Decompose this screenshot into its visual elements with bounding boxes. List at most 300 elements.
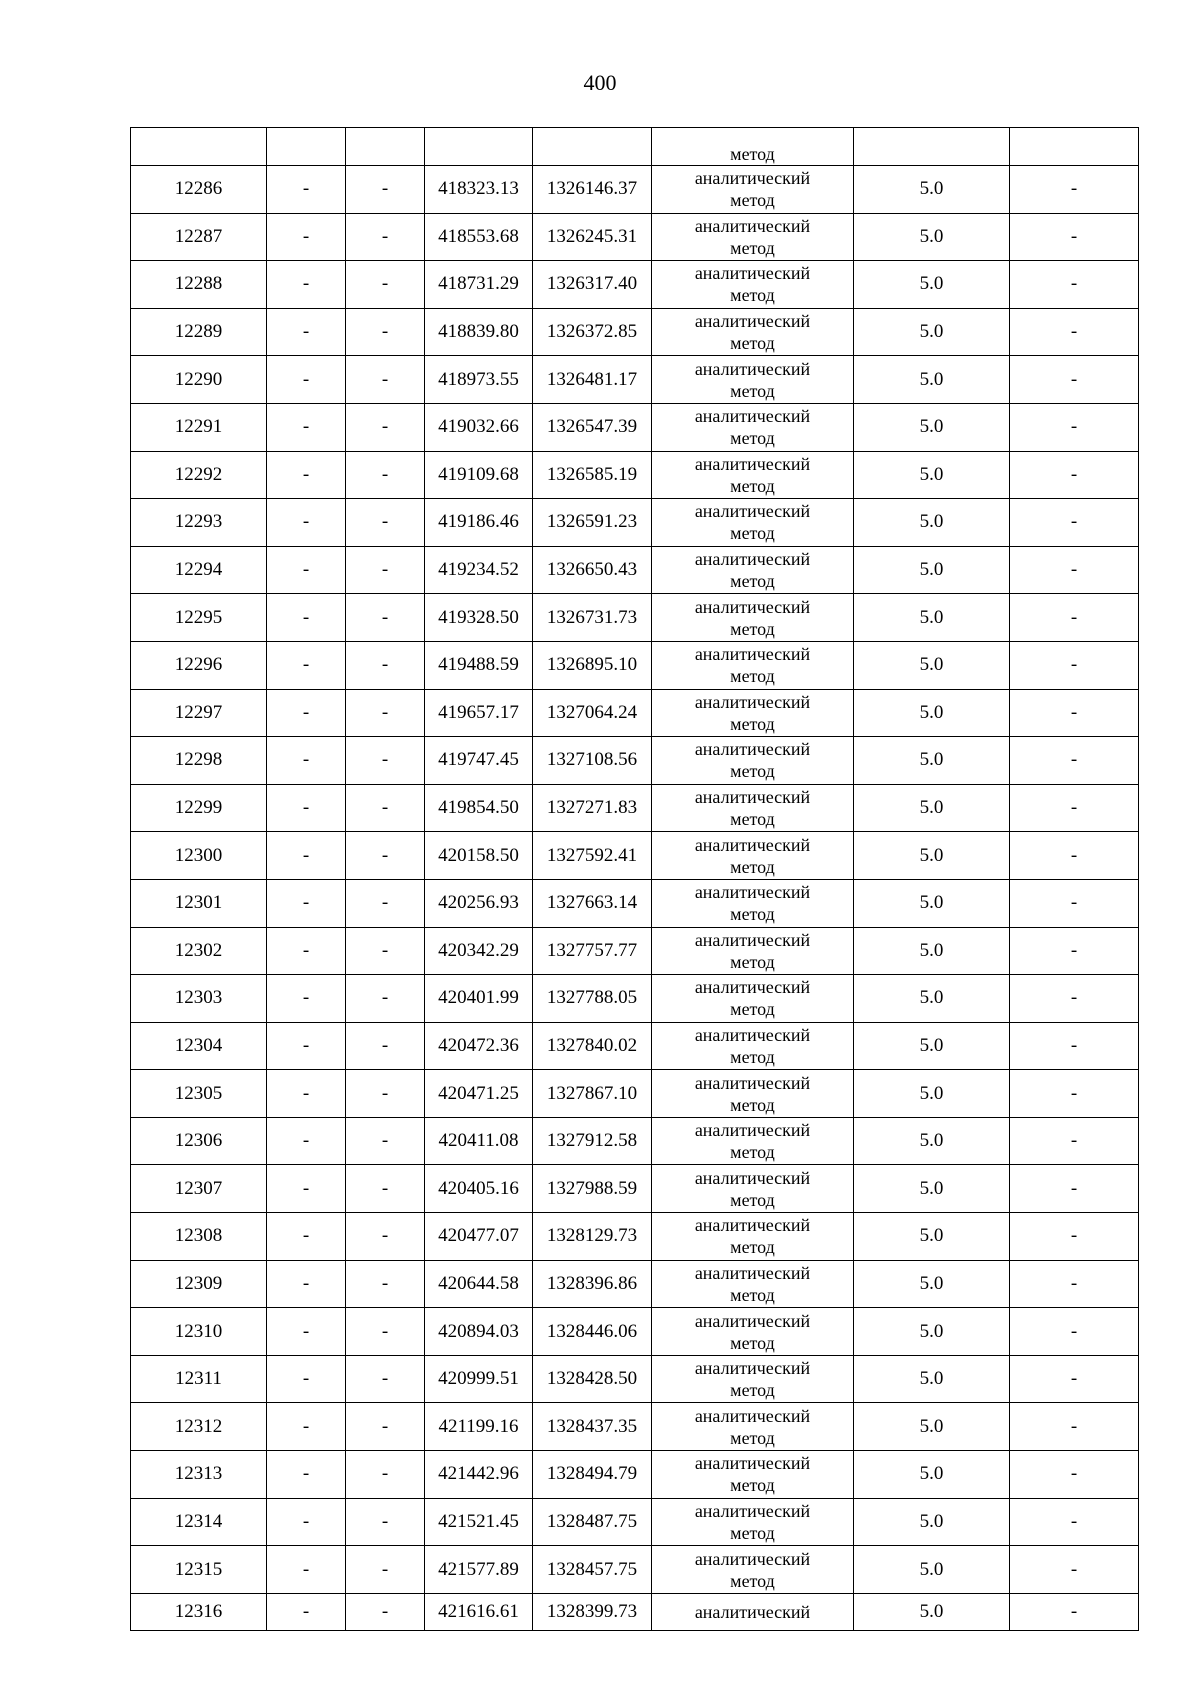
dash-cell: - (267, 784, 346, 832)
dash-cell: - (1010, 213, 1139, 261)
point-number-cell: 12310 (131, 1308, 267, 1356)
dash-cell: - (346, 499, 425, 547)
table-row (131, 261, 1139, 309)
accuracy-cell: 5.0 (854, 1355, 1010, 1403)
method-cell (652, 356, 854, 404)
table-row (131, 1498, 1139, 1546)
dash-cell: - (346, 1546, 425, 1594)
y-coordinate-cell: 1327064.24 (533, 689, 652, 737)
table-row (131, 737, 1139, 785)
method-line: аналитический (694, 453, 811, 474)
y-coordinate-cell: 1326585.19 (533, 451, 652, 499)
y-coordinate-cell: 1326317.40 (533, 261, 652, 309)
point-number-cell: 12299 (131, 784, 267, 832)
x-coordinate-cell: 420401.99 (425, 975, 533, 1023)
dash-cell: - (267, 166, 346, 214)
method-line: аналитический (694, 549, 811, 570)
point-number-cell: 12295 (131, 594, 267, 642)
method-cell (652, 1213, 854, 1261)
point-number-cell: 12298 (131, 737, 267, 785)
x-coordinate-cell: 419657.17 (425, 689, 533, 737)
method-line: аналитический (694, 311, 811, 332)
table-row (131, 641, 1139, 689)
dash-cell: - (346, 451, 425, 499)
table-body (131, 128, 1139, 1631)
empty-cell (1010, 128, 1139, 166)
x-coordinate-cell: 419747.45 (425, 737, 533, 785)
dash-cell: - (1010, 1546, 1139, 1594)
point-number-cell: 12286 (131, 166, 267, 214)
dash-cell: - (346, 1165, 425, 1213)
dash-cell: - (267, 451, 346, 499)
accuracy-cell: 5.0 (854, 1070, 1010, 1118)
method-line: метод (730, 333, 775, 354)
method-line: аналитический (694, 882, 811, 903)
dash-cell: - (267, 975, 346, 1023)
method-line: аналитический (694, 168, 811, 189)
dash-cell: - (267, 213, 346, 261)
method-line: метод (730, 1237, 775, 1258)
empty-cell (533, 128, 652, 166)
dash-cell: - (1010, 1308, 1139, 1356)
point-number-cell: 12293 (131, 499, 267, 547)
dash-cell: - (267, 832, 346, 880)
method-line: метод (730, 1046, 775, 1067)
dash-cell: - (267, 1308, 346, 1356)
point-number-cell: 12302 (131, 927, 267, 975)
accuracy-cell: 5.0 (854, 594, 1010, 642)
table-row (131, 213, 1139, 261)
method-line: аналитический (694, 1310, 811, 1331)
empty-cell (346, 128, 425, 166)
method-cell (652, 1451, 854, 1499)
method-line: метод (730, 1570, 775, 1591)
dash-cell: - (1010, 737, 1139, 785)
point-number-cell: 12294 (131, 546, 267, 594)
x-coordinate-cell: 420158.50 (425, 832, 533, 880)
empty-cell (131, 128, 267, 166)
y-coordinate-cell: 1328437.35 (533, 1403, 652, 1451)
table-row (131, 1165, 1139, 1213)
point-number-cell: 12300 (131, 832, 267, 880)
method-cell (652, 1165, 854, 1213)
y-coordinate-cell: 1328428.50 (533, 1355, 652, 1403)
empty-cell (267, 128, 346, 166)
table-row (131, 1355, 1139, 1403)
dash-cell: - (346, 356, 425, 404)
x-coordinate-cell: 420477.07 (425, 1213, 533, 1261)
point-number-cell: 12307 (131, 1165, 267, 1213)
method-line: аналитический (694, 644, 811, 665)
x-coordinate-cell: 419328.50 (425, 594, 533, 642)
dash-cell: - (1010, 832, 1139, 880)
accuracy-cell: 5.0 (854, 166, 1010, 214)
y-coordinate-cell: 1327788.05 (533, 975, 652, 1023)
y-coordinate-cell: 1326650.43 (533, 546, 652, 594)
method-cell (652, 1546, 854, 1594)
y-coordinate-cell: 1328487.75 (533, 1498, 652, 1546)
empty-cell (854, 128, 1010, 166)
method-cell (652, 737, 854, 785)
method-line: аналитический (694, 215, 811, 236)
page-number: 400 (583, 70, 617, 95)
method-cell (652, 166, 854, 214)
dash-cell: - (1010, 1213, 1139, 1261)
dash-cell: - (267, 1546, 346, 1594)
dash-cell: - (346, 641, 425, 689)
empty-cell (425, 128, 533, 166)
accuracy-cell: 5.0 (854, 213, 1010, 261)
dash-cell: - (1010, 975, 1139, 1023)
point-number-cell: 12290 (131, 356, 267, 404)
y-coordinate-cell: 1328129.73 (533, 1213, 652, 1261)
table-row (131, 1308, 1139, 1356)
x-coordinate-cell: 418839.80 (425, 308, 533, 356)
y-coordinate-cell: 1328457.75 (533, 1546, 652, 1594)
x-coordinate-cell: 421577.89 (425, 1546, 533, 1594)
dash-cell: - (346, 1498, 425, 1546)
method-line: метод (730, 1427, 775, 1448)
dash-cell: - (1010, 784, 1139, 832)
method-cell (652, 784, 854, 832)
method-line: аналитический (694, 1215, 811, 1236)
method-line: метод (730, 713, 775, 734)
accuracy-cell: 5.0 (854, 784, 1010, 832)
method-cell (652, 1593, 854, 1630)
point-number-cell: 12309 (131, 1260, 267, 1308)
dash-cell: - (1010, 1498, 1139, 1546)
accuracy-cell: 5.0 (854, 451, 1010, 499)
method-cell (652, 261, 854, 309)
continuation-row (131, 128, 1139, 166)
y-coordinate-cell: 1327592.41 (533, 832, 652, 880)
point-number-cell: 12312 (131, 1403, 267, 1451)
dash-cell: - (1010, 1022, 1139, 1070)
table-row (131, 1213, 1139, 1261)
method-line: метод (730, 951, 775, 972)
accuracy-cell: 5.0 (854, 1165, 1010, 1213)
method-line: метод (730, 380, 775, 401)
method-line: метод (730, 1522, 775, 1543)
table-row (131, 784, 1139, 832)
method-line: аналитический (694, 358, 811, 379)
dash-cell: - (346, 403, 425, 451)
accuracy-cell: 5.0 (854, 1546, 1010, 1594)
table-row (131, 451, 1139, 499)
table-row (131, 308, 1139, 356)
dash-cell: - (346, 1593, 425, 1630)
method-line: метод (730, 856, 775, 877)
y-coordinate-cell: 1327867.10 (533, 1070, 652, 1118)
method-cell (652, 975, 854, 1023)
accuracy-cell: 5.0 (854, 1593, 1010, 1630)
point-number-cell: 12316 (131, 1593, 267, 1630)
x-coordinate-cell: 421442.96 (425, 1451, 533, 1499)
x-coordinate-cell: 420405.16 (425, 1165, 533, 1213)
dash-cell: - (1010, 166, 1139, 214)
y-coordinate-cell: 1326895.10 (533, 641, 652, 689)
y-coordinate-cell: 1326731.73 (533, 594, 652, 642)
accuracy-cell: 5.0 (854, 546, 1010, 594)
dash-cell: - (267, 879, 346, 927)
dash-cell: - (1010, 594, 1139, 642)
y-coordinate-cell: 1327840.02 (533, 1022, 652, 1070)
dash-cell: - (1010, 356, 1139, 404)
point-number-cell: 12292 (131, 451, 267, 499)
method-cell (652, 308, 854, 356)
method-line: аналитический (694, 1024, 811, 1045)
accuracy-cell: 5.0 (854, 832, 1010, 880)
table-row (131, 546, 1139, 594)
method-line: аналитический (694, 1358, 811, 1379)
x-coordinate-cell: 418973.55 (425, 356, 533, 404)
point-number-cell: 12291 (131, 403, 267, 451)
dash-cell: - (346, 213, 425, 261)
method-cell (652, 594, 854, 642)
method-cell (652, 927, 854, 975)
method-line: метод (730, 1189, 775, 1210)
table-row (131, 403, 1139, 451)
method-line: аналитический (694, 596, 811, 617)
dash-cell: - (267, 261, 346, 309)
method-cell (652, 1498, 854, 1546)
x-coordinate-cell: 419854.50 (425, 784, 533, 832)
dash-cell: - (267, 308, 346, 356)
method-cell (652, 1355, 854, 1403)
method-line: метод (730, 571, 775, 592)
x-coordinate-cell: 420999.51 (425, 1355, 533, 1403)
dash-cell: - (1010, 308, 1139, 356)
method-line: аналитический (694, 977, 811, 998)
x-coordinate-cell: 420644.58 (425, 1260, 533, 1308)
method-cell (652, 689, 854, 737)
accuracy-cell: 5.0 (854, 641, 1010, 689)
y-coordinate-cell: 1326245.31 (533, 213, 652, 261)
accuracy-cell: 5.0 (854, 308, 1010, 356)
method-cell (652, 128, 854, 166)
method-line: метод (730, 618, 775, 639)
x-coordinate-cell: 421616.61 (425, 1593, 533, 1630)
method-cell (652, 451, 854, 499)
y-coordinate-cell: 1327912.58 (533, 1117, 652, 1165)
table-row (131, 879, 1139, 927)
accuracy-cell: 5.0 (854, 689, 1010, 737)
x-coordinate-cell: 420894.03 (425, 1308, 533, 1356)
table-row (131, 1117, 1139, 1165)
y-coordinate-cell: 1328494.79 (533, 1451, 652, 1499)
method-line: аналитический (694, 787, 811, 808)
point-number-cell: 12287 (131, 213, 267, 261)
point-number-cell: 12296 (131, 641, 267, 689)
dash-cell: - (1010, 546, 1139, 594)
method-line: метод (730, 285, 775, 306)
dash-cell: - (1010, 1355, 1139, 1403)
dash-cell: - (1010, 1260, 1139, 1308)
dash-cell: - (267, 1403, 346, 1451)
accuracy-cell: 5.0 (854, 1308, 1010, 1356)
dash-cell: - (346, 261, 425, 309)
table-row (131, 1403, 1139, 1451)
method-line: метод (730, 761, 775, 782)
y-coordinate-cell: 1326591.23 (533, 499, 652, 547)
method-line: метод (730, 1284, 775, 1305)
dash-cell: - (1010, 927, 1139, 975)
accuracy-cell: 5.0 (854, 499, 1010, 547)
accuracy-cell: 5.0 (854, 1260, 1010, 1308)
method-line: метод (730, 190, 775, 211)
method-line: аналитический (694, 1167, 811, 1188)
method-cell (652, 1117, 854, 1165)
dash-cell: - (346, 308, 425, 356)
dash-cell: - (1010, 499, 1139, 547)
accuracy-cell: 5.0 (854, 356, 1010, 404)
dash-cell: - (1010, 641, 1139, 689)
accuracy-cell: 5.0 (854, 1213, 1010, 1261)
dash-cell: - (267, 546, 346, 594)
x-coordinate-cell: 418323.13 (425, 166, 533, 214)
dash-cell: - (267, 594, 346, 642)
method-cell (652, 1308, 854, 1356)
dash-cell: - (267, 1355, 346, 1403)
dash-cell: - (267, 641, 346, 689)
accuracy-cell: 5.0 (854, 403, 1010, 451)
method-cell (652, 546, 854, 594)
table-row (131, 594, 1139, 642)
x-coordinate-cell: 420342.29 (425, 927, 533, 975)
dash-cell: - (267, 499, 346, 547)
dash-cell: - (1010, 403, 1139, 451)
dash-cell: - (1010, 1070, 1139, 1118)
dash-cell: - (1010, 879, 1139, 927)
method-cell (652, 832, 854, 880)
method-cell (652, 499, 854, 547)
method-line: метод (730, 904, 775, 925)
dash-cell: - (346, 594, 425, 642)
dash-cell: - (1010, 1117, 1139, 1165)
dash-cell: - (346, 927, 425, 975)
dash-cell: - (346, 689, 425, 737)
x-coordinate-cell: 418553.68 (425, 213, 533, 261)
method-line: аналитический (694, 1548, 811, 1569)
x-coordinate-cell: 419234.52 (425, 546, 533, 594)
point-number-cell: 12305 (131, 1070, 267, 1118)
y-coordinate-cell: 1326146.37 (533, 166, 652, 214)
accuracy-cell: 5.0 (854, 879, 1010, 927)
method-cell (652, 1022, 854, 1070)
accuracy-cell: 5.0 (854, 1498, 1010, 1546)
table-row (131, 1546, 1139, 1594)
method-line: аналитический (694, 691, 811, 712)
method-line: метод (730, 1142, 775, 1163)
y-coordinate-cell: 1327108.56 (533, 737, 652, 785)
dash-cell: - (346, 975, 425, 1023)
x-coordinate-cell: 419109.68 (425, 451, 533, 499)
accuracy-cell: 5.0 (854, 261, 1010, 309)
point-number-cell: 12313 (131, 1451, 267, 1499)
x-coordinate-cell: 421199.16 (425, 1403, 533, 1451)
x-coordinate-cell: 421521.45 (425, 1498, 533, 1546)
method-line: аналитический (694, 1262, 811, 1283)
dash-cell: - (267, 1165, 346, 1213)
dash-cell: - (346, 1070, 425, 1118)
y-coordinate-cell: 1327757.77 (533, 927, 652, 975)
method-cell (652, 1070, 854, 1118)
dash-cell: - (1010, 1451, 1139, 1499)
dash-cell: - (1010, 261, 1139, 309)
y-coordinate-cell: 1326547.39 (533, 403, 652, 451)
method-line: аналитический (694, 501, 811, 522)
point-number-cell: 12301 (131, 879, 267, 927)
method-line: аналитический (694, 834, 811, 855)
y-coordinate-cell: 1328446.06 (533, 1308, 652, 1356)
method-line: метод (730, 1332, 775, 1353)
method-line: метод (730, 1380, 775, 1401)
table-row (131, 1022, 1139, 1070)
method-line: аналитический (694, 1120, 811, 1141)
x-coordinate-cell: 418731.29 (425, 261, 533, 309)
dash-cell: - (1010, 689, 1139, 737)
point-number-cell: 12306 (131, 1117, 267, 1165)
dash-cell: - (267, 403, 346, 451)
dash-cell: - (267, 1213, 346, 1261)
dash-cell: - (267, 1593, 346, 1630)
x-coordinate-cell: 419186.46 (425, 499, 533, 547)
table-row (131, 499, 1139, 547)
x-coordinate-cell: 420256.93 (425, 879, 533, 927)
dash-cell: - (346, 1308, 425, 1356)
dash-cell: - (346, 1213, 425, 1261)
accuracy-cell: 5.0 (854, 975, 1010, 1023)
method-line: аналитический (694, 263, 811, 284)
table-row (131, 689, 1139, 737)
dash-cell: - (346, 1355, 425, 1403)
method-cell (652, 213, 854, 261)
point-number-cell: 12288 (131, 261, 267, 309)
method-line: аналитический (694, 406, 811, 427)
accuracy-cell: 5.0 (854, 1117, 1010, 1165)
dash-cell: - (267, 1117, 346, 1165)
point-number-cell: 12315 (131, 1546, 267, 1594)
dash-cell: - (346, 737, 425, 785)
point-number-cell: 12289 (131, 308, 267, 356)
method-line: метод (730, 237, 775, 258)
method-line: метод (730, 1475, 775, 1496)
dash-cell: - (267, 737, 346, 785)
method-line: метод (730, 523, 775, 544)
method-line: метод (730, 144, 775, 164)
dash-cell: - (346, 546, 425, 594)
x-coordinate-cell: 420472.36 (425, 1022, 533, 1070)
dash-cell: - (346, 1403, 425, 1451)
dash-cell: - (346, 832, 425, 880)
y-coordinate-cell: 1327988.59 (533, 1165, 652, 1213)
table-row (131, 1593, 1139, 1630)
accuracy-cell: 5.0 (854, 927, 1010, 975)
dash-cell: - (267, 356, 346, 404)
x-coordinate-cell: 419032.66 (425, 403, 533, 451)
dash-cell: - (267, 1260, 346, 1308)
point-number-cell: 12311 (131, 1355, 267, 1403)
method-cell (652, 1403, 854, 1451)
method-line: метод (730, 475, 775, 496)
dash-cell: - (346, 166, 425, 214)
method-line: метод (730, 999, 775, 1020)
method-line: метод (730, 1094, 775, 1115)
table-row (131, 1451, 1139, 1499)
dash-cell: - (1010, 1593, 1139, 1630)
point-number-cell: 12297 (131, 689, 267, 737)
dash-cell: - (1010, 1403, 1139, 1451)
